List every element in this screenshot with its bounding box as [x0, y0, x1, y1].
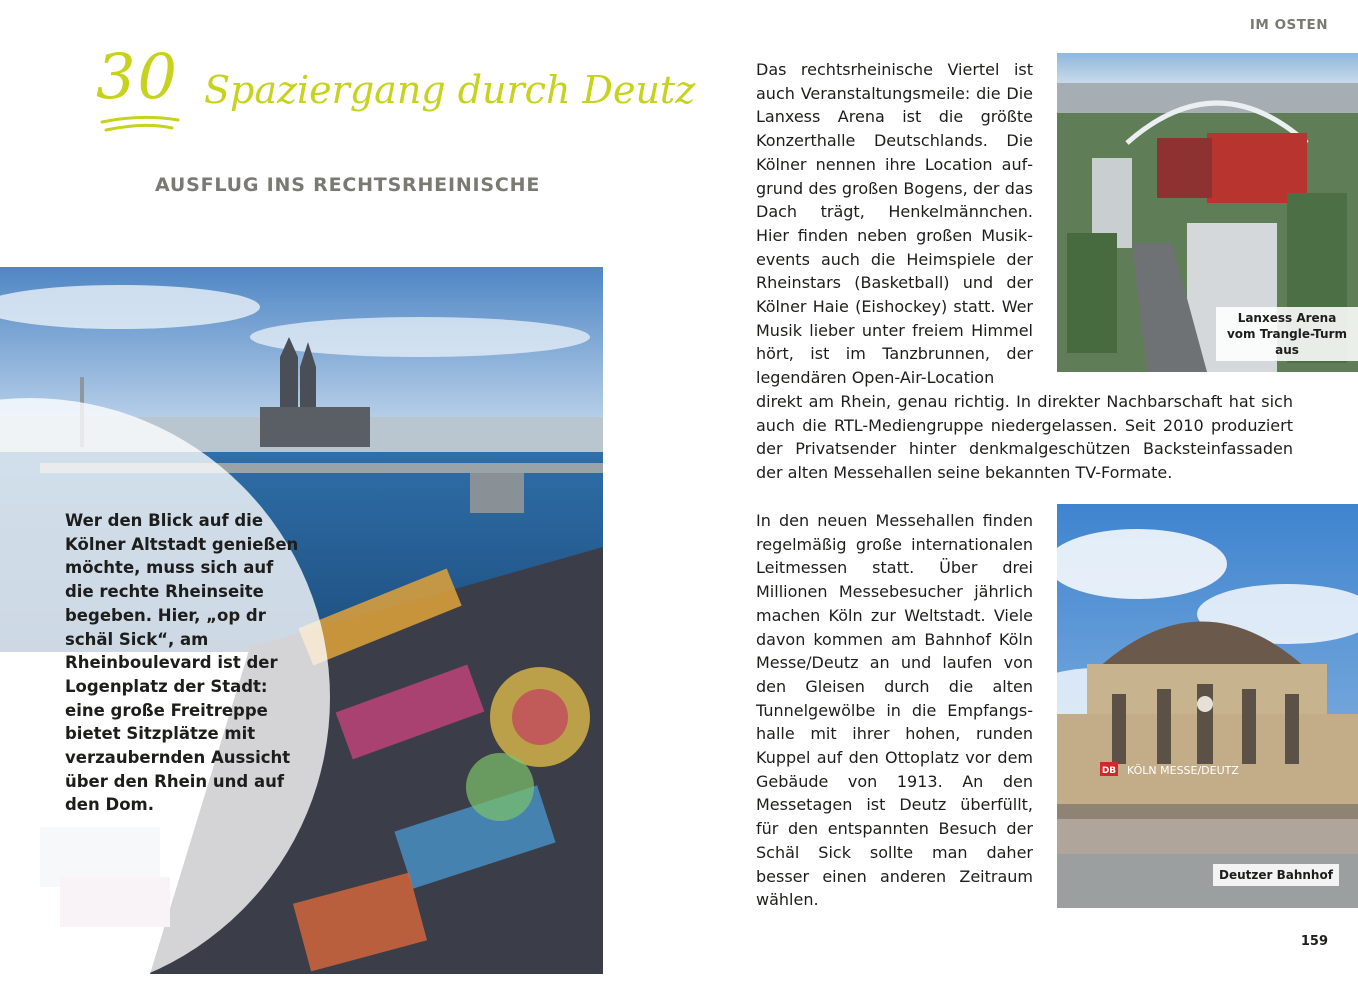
deutzer-bahnhof-photo — [1057, 504, 1358, 908]
caption-arena: Lanxess Arena vom Trangle-Turm aus — [1216, 307, 1358, 361]
chapter-subtitle: AUSFLUG INS RECHTSRHEINISCHE — [155, 174, 541, 196]
page-number: 159 — [1300, 934, 1328, 949]
lanxess-arena-photo — [1057, 53, 1358, 372]
caption-station: Deutzer Bahnhof — [1213, 864, 1339, 886]
title-underline-swash — [100, 112, 180, 140]
chapter-title: Spaziergang durch Deutz — [204, 68, 696, 112]
station-sign: KÖLN MESSE/DEUTZ — [1127, 764, 1239, 777]
right-page — [680, 0, 1358, 974]
paragraph-1-continued: direkt am Rhein, genau richtig. In direkter Nachbarschaft hat sich auch die RTL-Mediengruppe niedergelassen. Seit 2010 produziert der Privatsender hinter denkmalgeschützen Backsteinfassaden der alten Messehallen seine bekannten TV-Formate. — [756, 392, 1293, 483]
running-head: IM OSTEN — [1249, 17, 1328, 33]
paragraph-1-wrapped: Das rechtsrheinische Viertel ist auch Veranstaltungsmeile: die Die Lanxess Arena ist die größte Konzerthalle Deutschlands. Die Kölner nennen ihre Location aufgrund des großen Bogens, der das Dach trägt, Henkelmännchen. Hier finden neben großen Musikevents auch die Heimspiele der Rheinstars (Basketball) und der Kölner Haie (Eishockey) statt. Wer Musik lieber unter freiem Himmel hört, ist im Tanzbrunnen, der legendären Open-Air-Location — [756, 60, 1033, 388]
chapter-number: 30 — [96, 40, 179, 113]
db-logo: DB — [1101, 766, 1117, 776]
paragraph-2: In den neuen Messehallen finden regelmäßig große internationalen Leitmessen statt. Über drei Millionen Messebesucher jährlich machen Köln zur Weltstadt. Viele davon kommen am Bahnhof Köln Messe/Deutz an und laufen von den Gleisen durch die alten Tunnelgewölbe in die Empfangshalle mit ihrer hohen, runden Kuppel auf den Ottoplatz vor dem Gebäude von 1913. An den Messetagen ist Deutz überfüllt, für den entspannten Besuch der Schäl Sick sollte man daher besser einen anderen Zeitraum wählen. — [756, 511, 1033, 910]
photo-overlay-text: Wer den Blick auf die Kölner Altstadt genießen möchte, muss sich auf die rechte Rheinseite begeben. Hier, „op dr schäl Sick“, am Rheinboulevard ist der Logenplatz der Stadt: eine große Freitreppe bietet Sitzplätze mit verzaubernden Aussicht über den Rhein und auf den Dom. — [65, 511, 299, 815]
